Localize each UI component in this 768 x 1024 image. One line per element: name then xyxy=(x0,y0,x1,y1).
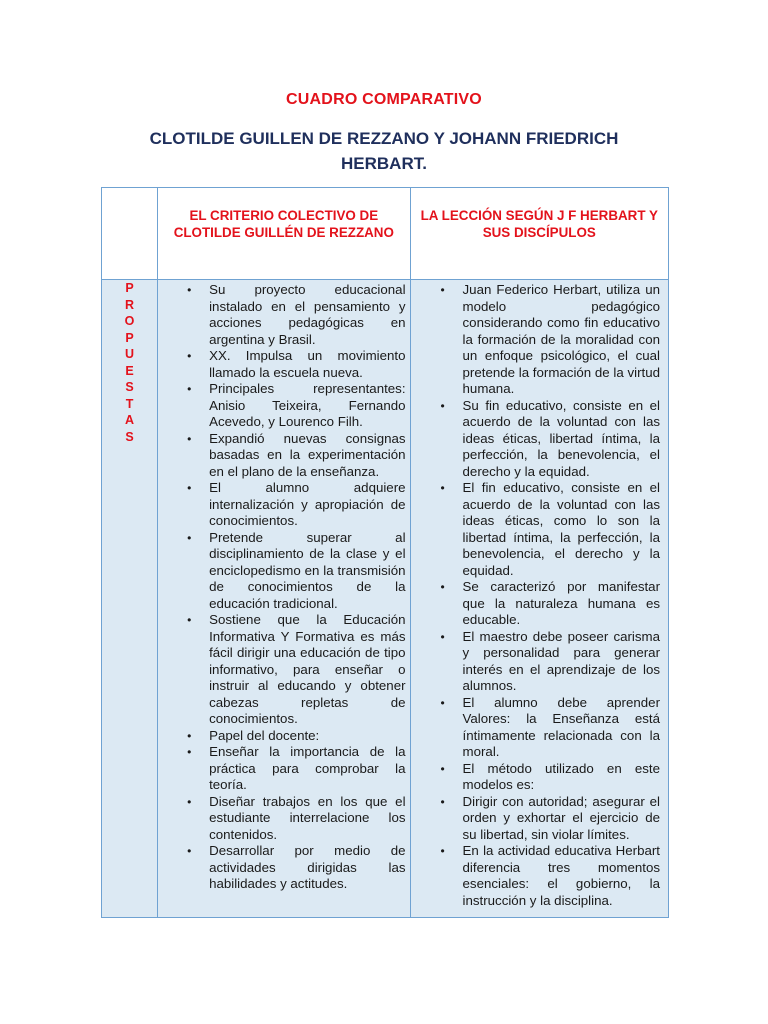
row-label-letter: P xyxy=(125,330,134,345)
header-empty-cell xyxy=(102,188,158,280)
list-item: • Su fin educativo, consiste en el acuerdo de la voluntad con las ideas éticas, libertad íntima, la perfección, la benevolencia, el derecho y la equidad. xyxy=(411,398,664,481)
list-item: • Juan Federico Herbart, utiliza un modelo pedagógico considerando como fin educativo la formación de la moralidad con un enfoque psicológico, el cual pretende la formación de la virtud humana. xyxy=(411,282,664,398)
list-item: • El método utilizado en este modelos es: xyxy=(411,761,664,794)
document-title: CUADRO COMPARATIVO xyxy=(286,91,482,108)
list-item: • Diseñar trabajos en los que el estudiante interrelacione los contenidos. xyxy=(158,794,405,844)
row-label-letter: R xyxy=(125,297,135,312)
row-label-letter: E xyxy=(125,363,134,378)
row-label-letter: A xyxy=(125,413,135,427)
list-item: • XX. Impulsa un movimiento llamado la escuela nueva. xyxy=(158,348,405,381)
row-label-letter: S xyxy=(125,380,134,394)
list-item: • Dirigir con autoridad; asegurar el orden y exhortar el ejercicio de su libertad, sin violar límites. xyxy=(411,794,664,844)
row-label-cell xyxy=(102,280,158,918)
table-header-row xyxy=(102,188,669,280)
list-item: • Se caracterizó por manifestar que la naturaleza humana es educable. xyxy=(411,579,664,629)
list-item: • Enseñar la importancia de la práctica para comprobar la teoría. xyxy=(158,744,405,794)
header-right: LA LECCIÓN SEGÚN J F HERBART Y SUS DISCÍPULOS xyxy=(410,188,668,280)
left-column-cell xyxy=(158,280,410,918)
row-label-letter: S xyxy=(125,429,134,444)
right-bullet-list xyxy=(411,280,668,917)
document-subtitle: CLOTILDE GUILLEN DE REZZANO Y JOHANN FRIEDRICH HERBART. xyxy=(149,129,619,173)
list-item: • Principales representantes: Anisio Teixeira, Fernando Acevedo, y Lourenco Filh. xyxy=(158,381,405,431)
list-item: • El fin educativo, consiste en el acuerdo de la voluntad con las ideas éticas, como lo son la libertad íntima, la perfección, la benevolencia, el derecho y la equidad. xyxy=(411,480,664,579)
row-label-letter: U xyxy=(125,347,135,361)
table-row xyxy=(102,280,669,918)
row-label-letter: P xyxy=(125,281,134,295)
list-item: • Pretende superar al disciplinamiento de la clase y el enciclopedismo en la transmisión de conocimientos de la educación tradicional. xyxy=(158,530,405,613)
comparison-table xyxy=(101,187,669,918)
list-item: • Desarrollar por medio de actividades dirigidas las habilidades y actitudes. xyxy=(158,843,405,893)
list-item: • El alumno adquiere internalización y apropiación de conocimientos. xyxy=(158,480,405,530)
header-left: EL CRITERIO COLECTIVO DE CLOTILDE GUILLÉN DE REZZANO xyxy=(158,188,410,280)
row-label-letter: O xyxy=(124,314,135,328)
list-item: • En la actividad educativa Herbart diferencia tres momentos esenciales: el gobierno, la instrucción y la disciplina. xyxy=(411,843,664,909)
list-item: • Papel del docente: xyxy=(158,728,405,745)
list-item: • El maestro debe poseer carisma y personalidad para generar interés en el aprendizaje de los alumnos. xyxy=(411,629,664,695)
list-item: • El alumno debe aprender Valores: la Enseñanza está íntimamente relacionada con la moral. xyxy=(411,695,664,761)
list-item: • Su proyecto educacional instalado en el pensamiento y acciones pedagógicas en argentina y Brasil. xyxy=(158,282,405,348)
list-item: • Expandió nuevas consignas basadas en la experimentación en el plano de la enseñanza. xyxy=(158,431,405,481)
right-column-cell xyxy=(410,280,668,918)
list-item: • Sostiene que la Educación Informativa Y Formativa es más fácil dirigir una educación de tipo informativo, para enseñar o instruir al educando y obtener cabezas repletas de conocimientos. xyxy=(158,612,405,728)
row-label-vertical xyxy=(102,280,157,445)
left-bullet-list xyxy=(158,280,409,901)
row-label-letter: T xyxy=(125,396,134,411)
